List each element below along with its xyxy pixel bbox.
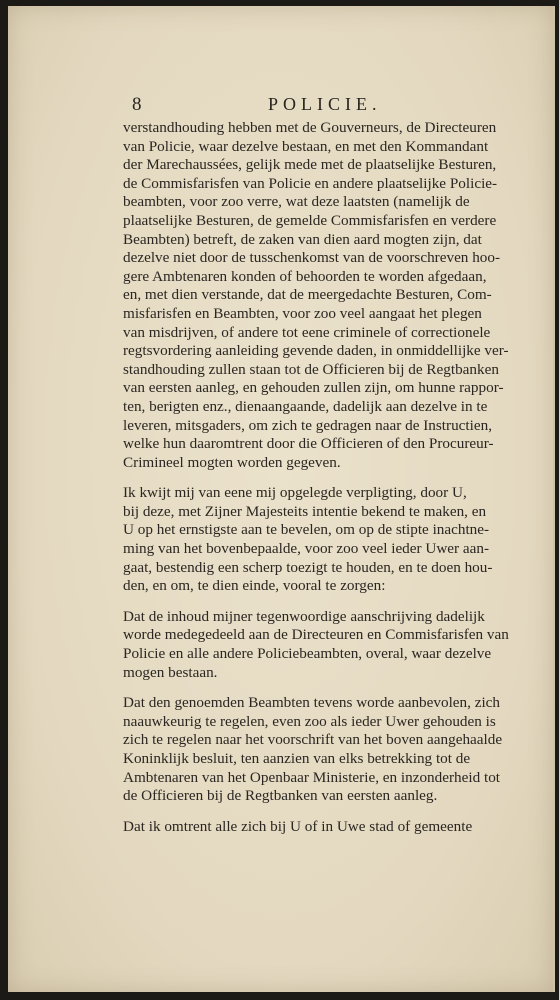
body-text — [123, 119, 527, 848]
paragraph: Dat den genoemden Beambten tevens worde aanbevolen, zich naauwkeurig te regelen, even zoo als ieder Uwer gehouden is zich te regelen naar het voorschrift van het boven aangehaalde Koninklijk besluit, ten aanzien van elks betrekking tot de Ambtenaren van het Openbaar Ministerie, en inzonderheid tot de Officieren bij de Regtbanken van eersten aanleg. — [123, 694, 503, 805]
paragraph: Dat de inhoud mijner tegenwoordige aanschrijving dadelijk worde medegedeeld aan de Directeuren en Commisfarisfen van Policie en alle andere Policiebeambten, overal, waar dezelve mogen bestaan. — [123, 607, 509, 681]
paragraph: Ik kwijt mij van eene mij opgelegde verpligting, door U, bij deze, met Zijner Majesteits intentie bekend te maken, en U op het ernstigste aan te bevelen, om op de stipte inachtne- ming van het bovenbepaalde, voor zoo veel ieder Uwer aan- gaat, bestendig een scherp toezigt te houden, en te doen hou- den, en om, te dien einde, vooral te zorgen: — [123, 484, 493, 595]
paragraph: verstandhouding hebben met de Gouverneurs, de Directeuren van Policie, waar dezelve bestaan, en met den Kommandant der Marechaussées, gelijk mede met de plaatselijke Besturen, de Commisfarisfen van Policie en andere plaatselijke Policie- beambten, voor zoo verre, wat deze laatsten (namelijk de plaatselijke Besturen, de gemelde Commisfarisfen en verdere Beambten) betreft, de zaken van dien aard mogten zijn, dat dezelve niet door de tusschenkomst van de voorschreven hoo- gere Ambtenaren konden of behoorden te worden afgedaan, en, met dien verstande, dat de meergedachte Besturen, Com- misfarisfen en Beambten, voor zoo veel aangaat het plegen van misdrijven, of andere tot eene criminele of correctionele regtsvordering aanleiding gevende daden, in onmiddellijke ver- standhouding zullen staan tot de Officieren bij de Regtbanken van eersten aanleg, en gehouden zullen zijn, om hunne rappor- ten, berigten enz., dienaangaande, dadelijk aan dezelve in te leveren, mitsgaders, om zich te gedragen naar de Instructien, welke hun daaromtrent door die Officieren of den Procureur- Crimineel mogten worden gegeven. — [123, 119, 509, 471]
paragraph: Dat ik omtrent alle zich bij U of in Uwe stad of gemeente — [123, 817, 473, 835]
page-number: 8 — [132, 94, 142, 115]
running-head: POLICIE. — [268, 94, 382, 114]
page-header — [128, 94, 548, 120]
